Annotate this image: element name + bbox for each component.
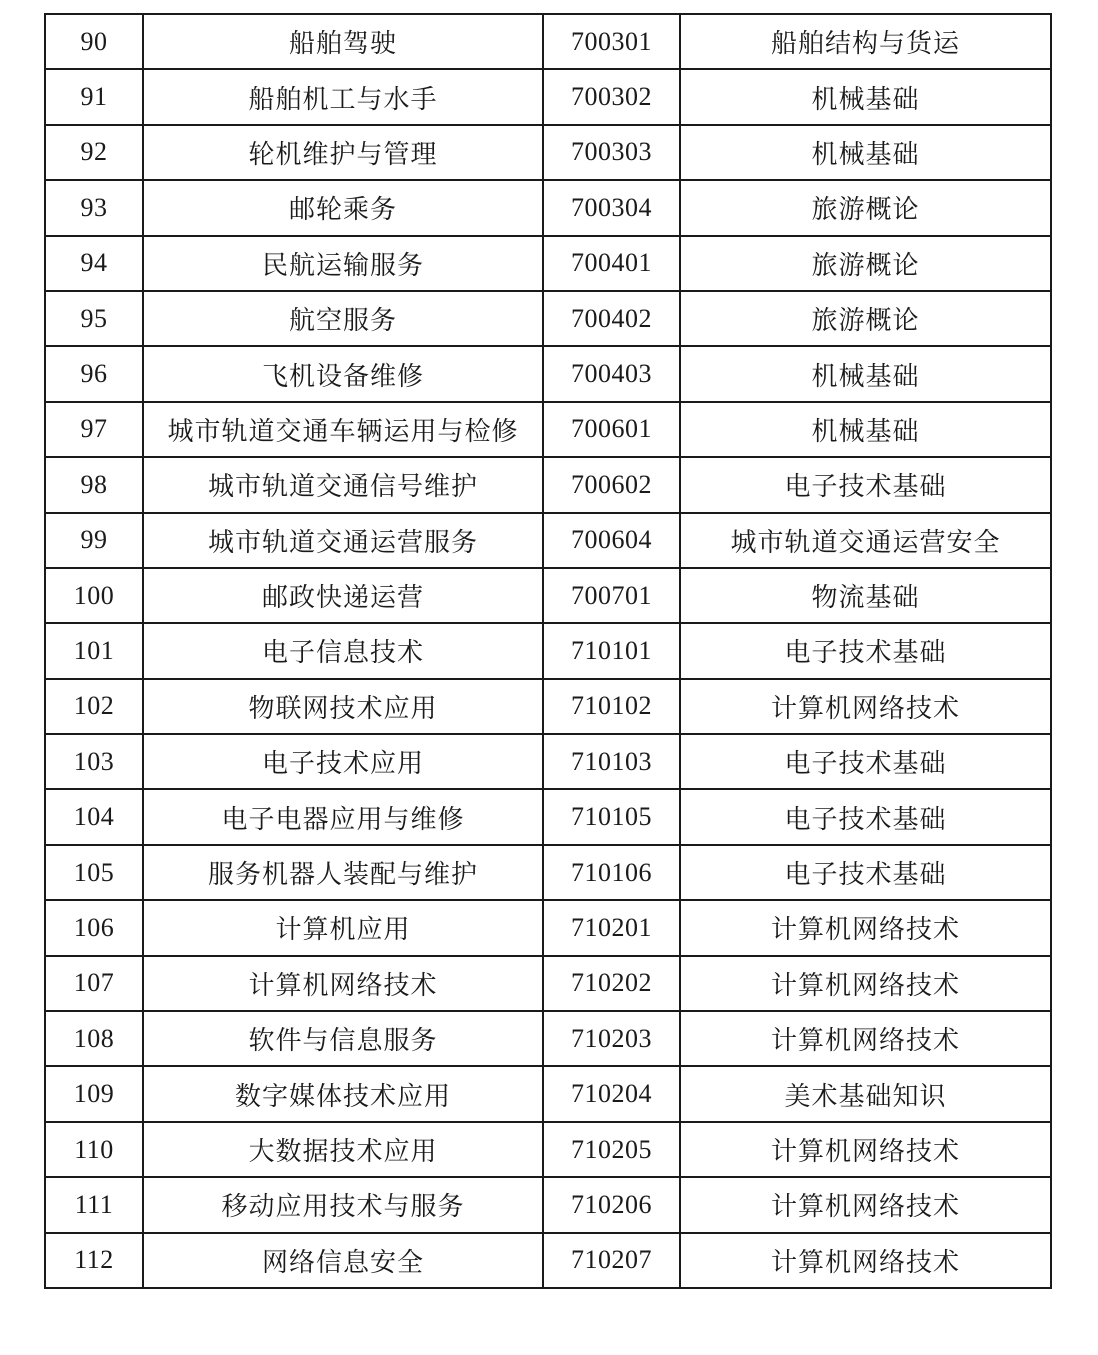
major-name-cell: 轮机维护与管理 bbox=[143, 125, 543, 180]
major-name-cell: 船舶机工与水手 bbox=[143, 69, 543, 124]
table-body bbox=[45, 14, 1051, 1288]
exam-subject-cell: 电子技术基础 bbox=[680, 623, 1051, 678]
major-code-cell: 700601 bbox=[543, 402, 680, 457]
major-name-cell: 航空服务 bbox=[143, 291, 543, 346]
major-name-cell: 飞机设备维修 bbox=[143, 346, 543, 401]
major-code-cell: 710205 bbox=[543, 1122, 680, 1177]
row-number-cell: 94 bbox=[45, 236, 143, 291]
row-number-cell: 110 bbox=[45, 1122, 143, 1177]
major-code-cell: 710102 bbox=[543, 679, 680, 734]
major-name-cell: 计算机应用 bbox=[143, 900, 543, 955]
table-row bbox=[45, 1177, 1051, 1232]
major-code-cell: 710204 bbox=[543, 1066, 680, 1121]
table-row bbox=[45, 513, 1051, 568]
exam-subject-cell: 机械基础 bbox=[680, 125, 1051, 180]
row-number-cell: 99 bbox=[45, 513, 143, 568]
table-row bbox=[45, 69, 1051, 124]
table-row bbox=[45, 14, 1051, 69]
exam-subject-cell: 电子技术基础 bbox=[680, 734, 1051, 789]
major-code-cell: 700303 bbox=[543, 125, 680, 180]
major-code-cell: 700602 bbox=[543, 457, 680, 512]
exam-subject-cell: 船舶结构与货运 bbox=[680, 14, 1051, 69]
row-number-cell: 92 bbox=[45, 125, 143, 180]
table-row bbox=[45, 845, 1051, 900]
row-number-cell: 101 bbox=[45, 623, 143, 678]
major-code-cell: 700304 bbox=[543, 180, 680, 235]
row-number-cell: 104 bbox=[45, 789, 143, 844]
table-row bbox=[45, 1122, 1051, 1177]
table-row bbox=[45, 568, 1051, 623]
exam-subject-cell: 计算机网络技术 bbox=[680, 1233, 1051, 1288]
major-code-cell: 710206 bbox=[543, 1177, 680, 1232]
exam-subject-cell: 电子技术基础 bbox=[680, 789, 1051, 844]
major-name-cell: 电子信息技术 bbox=[143, 623, 543, 678]
exam-subject-cell: 计算机网络技术 bbox=[680, 900, 1051, 955]
major-name-cell: 网络信息安全 bbox=[143, 1233, 543, 1288]
table-row bbox=[45, 180, 1051, 235]
row-number-cell: 108 bbox=[45, 1011, 143, 1066]
exam-subject-cell: 城市轨道交通运营安全 bbox=[680, 513, 1051, 568]
major-code-cell: 700402 bbox=[543, 291, 680, 346]
row-number-cell: 98 bbox=[45, 457, 143, 512]
table-row bbox=[45, 236, 1051, 291]
major-code-cell: 710103 bbox=[543, 734, 680, 789]
table-row bbox=[45, 457, 1051, 512]
exam-subject-cell: 旅游概论 bbox=[680, 180, 1051, 235]
exam-subject-cell: 机械基础 bbox=[680, 402, 1051, 457]
exam-subject-cell: 机械基础 bbox=[680, 346, 1051, 401]
major-name-cell: 软件与信息服务 bbox=[143, 1011, 543, 1066]
major-name-cell: 计算机网络技术 bbox=[143, 956, 543, 1011]
row-number-cell: 91 bbox=[45, 69, 143, 124]
exam-subject-cell: 计算机网络技术 bbox=[680, 1011, 1051, 1066]
exam-subject-cell: 美术基础知识 bbox=[680, 1066, 1051, 1121]
row-number-cell: 97 bbox=[45, 402, 143, 457]
row-number-cell: 102 bbox=[45, 679, 143, 734]
major-name-cell: 城市轨道交通运营服务 bbox=[143, 513, 543, 568]
major-name-cell: 数字媒体技术应用 bbox=[143, 1066, 543, 1121]
exam-subject-cell: 计算机网络技术 bbox=[680, 1177, 1051, 1232]
major-table bbox=[44, 13, 1052, 1289]
major-name-cell: 服务机器人装配与维护 bbox=[143, 845, 543, 900]
table-row bbox=[45, 125, 1051, 180]
exam-subject-cell: 计算机网络技术 bbox=[680, 1122, 1051, 1177]
exam-subject-cell: 旅游概论 bbox=[680, 236, 1051, 291]
major-name-cell: 物联网技术应用 bbox=[143, 679, 543, 734]
major-code-cell: 710203 bbox=[543, 1011, 680, 1066]
row-number-cell: 103 bbox=[45, 734, 143, 789]
major-name-cell: 大数据技术应用 bbox=[143, 1122, 543, 1177]
table-row bbox=[45, 956, 1051, 1011]
exam-subject-cell: 电子技术基础 bbox=[680, 845, 1051, 900]
major-code-cell: 710106 bbox=[543, 845, 680, 900]
exam-subject-cell: 机械基础 bbox=[680, 69, 1051, 124]
major-code-cell: 710101 bbox=[543, 623, 680, 678]
table-row bbox=[45, 1011, 1051, 1066]
exam-subject-cell: 物流基础 bbox=[680, 568, 1051, 623]
table-row bbox=[45, 1066, 1051, 1121]
row-number-cell: 111 bbox=[45, 1177, 143, 1232]
major-name-cell: 民航运输服务 bbox=[143, 236, 543, 291]
row-number-cell: 105 bbox=[45, 845, 143, 900]
major-name-cell: 城市轨道交通车辆运用与检修 bbox=[143, 402, 543, 457]
major-code-cell: 700401 bbox=[543, 236, 680, 291]
major-name-cell: 城市轨道交通信号维护 bbox=[143, 457, 543, 512]
major-name-cell: 移动应用技术与服务 bbox=[143, 1177, 543, 1232]
row-number-cell: 112 bbox=[45, 1233, 143, 1288]
row-number-cell: 100 bbox=[45, 568, 143, 623]
major-table-container bbox=[44, 13, 1052, 1289]
major-code-cell: 710202 bbox=[543, 956, 680, 1011]
major-name-cell: 电子电器应用与维修 bbox=[143, 789, 543, 844]
exam-subject-cell: 计算机网络技术 bbox=[680, 956, 1051, 1011]
row-number-cell: 96 bbox=[45, 346, 143, 401]
major-code-cell: 700403 bbox=[543, 346, 680, 401]
row-number-cell: 106 bbox=[45, 900, 143, 955]
row-number-cell: 95 bbox=[45, 291, 143, 346]
exam-subject-cell: 旅游概论 bbox=[680, 291, 1051, 346]
table-row bbox=[45, 679, 1051, 734]
major-name-cell: 邮轮乘务 bbox=[143, 180, 543, 235]
major-code-cell: 700701 bbox=[543, 568, 680, 623]
major-code-cell: 710207 bbox=[543, 1233, 680, 1288]
table-row bbox=[45, 1233, 1051, 1288]
exam-subject-cell: 电子技术基础 bbox=[680, 457, 1051, 512]
row-number-cell: 90 bbox=[45, 14, 143, 69]
major-code-cell: 710201 bbox=[543, 900, 680, 955]
row-number-cell: 109 bbox=[45, 1066, 143, 1121]
table-row bbox=[45, 623, 1051, 678]
table-row bbox=[45, 291, 1051, 346]
table-row bbox=[45, 402, 1051, 457]
major-code-cell: 700302 bbox=[543, 69, 680, 124]
row-number-cell: 107 bbox=[45, 956, 143, 1011]
exam-subject-cell: 计算机网络技术 bbox=[680, 679, 1051, 734]
row-number-cell: 93 bbox=[45, 180, 143, 235]
major-name-cell: 邮政快递运营 bbox=[143, 568, 543, 623]
major-name-cell: 电子技术应用 bbox=[143, 734, 543, 789]
major-code-cell: 710105 bbox=[543, 789, 680, 844]
table-row bbox=[45, 789, 1051, 844]
major-code-cell: 700301 bbox=[543, 14, 680, 69]
table-row bbox=[45, 346, 1051, 401]
major-name-cell: 船舶驾驶 bbox=[143, 14, 543, 69]
major-code-cell: 700604 bbox=[543, 513, 680, 568]
table-row bbox=[45, 900, 1051, 955]
table-row bbox=[45, 734, 1051, 789]
